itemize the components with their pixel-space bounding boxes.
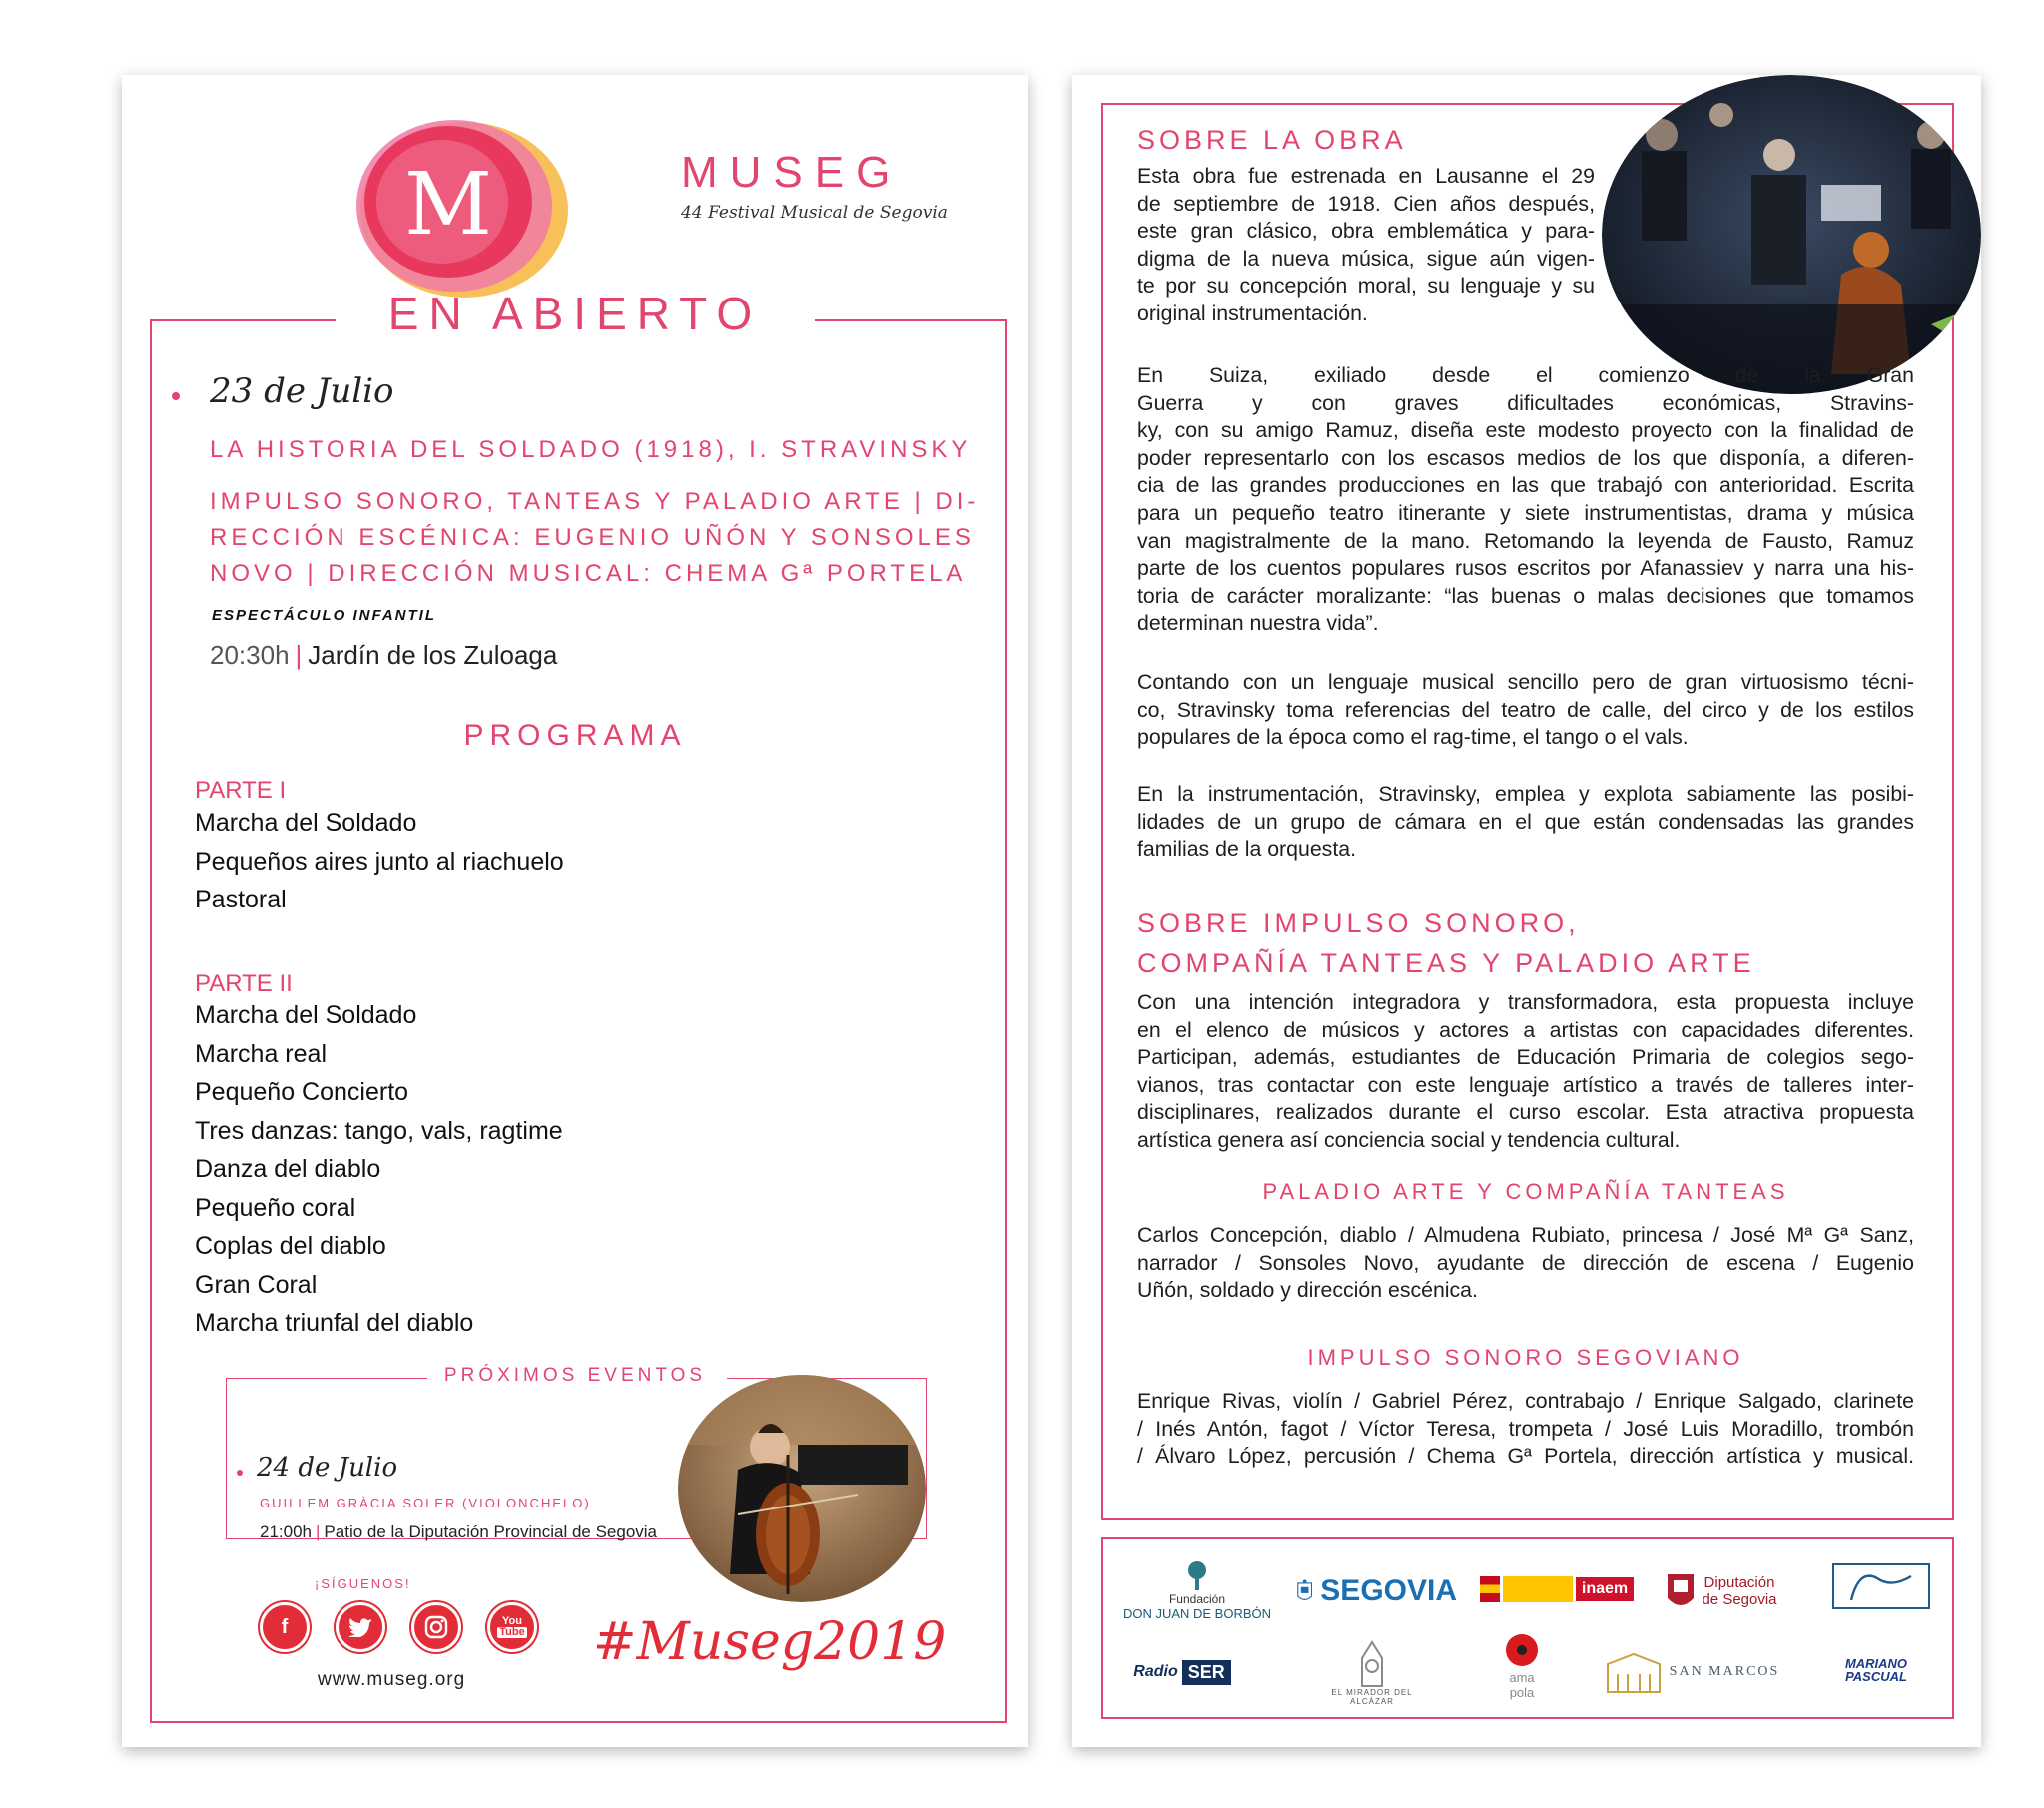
list-item: Pequeños aires junto al riachuelo bbox=[195, 847, 564, 876]
text-line: determinan nuestra vida”. bbox=[1137, 611, 1379, 636]
sobre-obra-p4 bbox=[1137, 781, 1914, 864]
sobre-impulso-p bbox=[1137, 989, 1914, 1155]
text-line: van magistralmente de la mano. Retomando la leyenda de Fausto, Ramuz bbox=[1137, 528, 1914, 553]
event-credits-2: RECCIÓN ESCÉNICA: EUGENIO UÑÓN Y SONSOLES bbox=[210, 524, 975, 551]
right-page bbox=[1072, 75, 1981, 1747]
poppy-icon bbox=[1502, 1630, 1542, 1670]
sobre-obra-p2 bbox=[1137, 362, 1914, 638]
list-item: Tres danzas: tango, vals, ragtime bbox=[195, 1116, 563, 1145]
event-credits-1: IMPULSO SONORO, TANTEAS Y PALADIO ARTE | DI- bbox=[210, 488, 980, 515]
text-line: en el elenco de músicos y actores a artistas con capacidades diferentes. bbox=[1137, 1017, 1914, 1042]
san-marcos-building-icon bbox=[1604, 1650, 1664, 1694]
list-item: Marcha triunfal del diablo bbox=[195, 1309, 474, 1337]
list-item: Marcha del Soldado bbox=[195, 809, 417, 837]
list-item: Gran Coral bbox=[195, 1270, 318, 1299]
text-line: disciplinares, realizados durante el curso escolar. Esta atractiva propuesta bbox=[1137, 1100, 1914, 1125]
event-time: 20:30h bbox=[210, 640, 290, 670]
text-line: digma de la nueva música, sigue aún vigen- bbox=[1137, 246, 1595, 271]
cadena-ser-logo: Radio SER bbox=[1122, 1652, 1242, 1692]
proximos-time-venue: 21:00h | Patio de la Diputación Provincial de Segovia bbox=[260, 1522, 658, 1541]
text-line: familias de la orquesta. bbox=[1137, 837, 1357, 862]
left-page bbox=[122, 75, 1028, 1747]
text-line: En Suiza, exiliado desde el comienzo de la Gran bbox=[1137, 363, 1914, 387]
text-line: / Álvaro López, percusión / Chema Gª Portela, dirección artística y musical. bbox=[1137, 1444, 1914, 1469]
musical-logo-icon bbox=[1831, 1560, 1931, 1616]
list-item: Pequeño coral bbox=[195, 1193, 356, 1222]
mirador-logo: EL MIRADOR DEL ALCÁZAR bbox=[1312, 1632, 1432, 1712]
text-line: Con una intención integradora y transformadora, esta propuesta incluye bbox=[1137, 990, 1914, 1014]
text-line: te por su concepción moral, su lenguaje y su bbox=[1137, 274, 1595, 299]
logo-subtitle: 44 Festival Musical de Segovia bbox=[681, 203, 948, 223]
parte-2-list bbox=[195, 996, 563, 1343]
proximos-bullet bbox=[237, 1470, 243, 1476]
text-line: poder representarlo con los escasos medios de los que disponía, a diferen- bbox=[1137, 445, 1914, 470]
list-item: Pastoral bbox=[195, 886, 287, 913]
text-line: Guerra y con graves dificultades económicas, Stravins- bbox=[1137, 390, 1914, 415]
text-line: Participan, además, estudiantes de Educación Primaria de colegios sego- bbox=[1137, 1045, 1914, 1070]
list-item: Marcha del Soldado bbox=[195, 1001, 417, 1029]
event-title: LA HISTORIA DEL SOLDADO (1918), I. STRAVINSKY bbox=[210, 436, 972, 463]
text-line: narrador / Sonsoles Novo, ayudante de dirección de escena / Eugenio bbox=[1137, 1250, 1914, 1275]
sobre-impulso-title-2: COMPAÑÍA TANTEAS Y PALADIO ARTE bbox=[1137, 948, 1755, 978]
text-line: Contando con un lenguaje musical sencillo pero de gran virtuosismo técni- bbox=[1137, 670, 1914, 694]
text-line: Carlos Concepción, diablo / Almudena Rubiato, princesa / José Mª Gª Sanz, bbox=[1137, 1223, 1914, 1247]
section-title: EN ABIERTO bbox=[387, 288, 763, 339]
programa-title: PROGRAMA bbox=[463, 719, 687, 752]
text-line: lidades de un grupo de cámara en el que están condensadas las grandes bbox=[1137, 809, 1914, 834]
impulso-segoviano-cast bbox=[1137, 1388, 1914, 1471]
museg-logo-icon bbox=[346, 110, 666, 309]
impulso-segoviano-title: IMPULSO SONORO SEGOVIANO bbox=[1307, 1345, 1744, 1370]
list-item: Marcha real bbox=[195, 1039, 327, 1068]
text-line: cia de las grandes producciones en las que trabajó con anterioridad. Escrita bbox=[1137, 473, 1914, 498]
diputacion-shield-icon bbox=[1666, 1570, 1696, 1612]
event-date: 23 de Julio bbox=[210, 371, 394, 411]
segovia-shield-icon bbox=[1297, 1560, 1312, 1622]
ministerio-inaem-logo: inaem bbox=[1472, 1567, 1642, 1611]
twitter-icon[interactable] bbox=[336, 1602, 385, 1652]
logo-name: MUSEG bbox=[681, 148, 903, 197]
text-line: populares de la época como el rag-time, el tango o el vals. bbox=[1137, 725, 1689, 750]
orchestra-photo bbox=[1602, 75, 1981, 394]
proximos-time: 21:00h bbox=[260, 1522, 312, 1541]
text-line: Enrique Rivas, violín / Gabriel Pérez, contrabajo / Enrique Salgado, clarinete bbox=[1137, 1389, 1914, 1413]
text-line: de septiembre de 1918. Cien años después, bbox=[1137, 191, 1595, 216]
text-line: co, Stravinsky toma referencias del teatro de calle, del circo y de los estilos bbox=[1137, 697, 1914, 722]
cellist-photo bbox=[678, 1375, 926, 1602]
svg-text:M: M bbox=[403, 155, 493, 255]
website-link[interactable]: www.museg.org bbox=[318, 1669, 466, 1690]
parte-2-label: PARTE II bbox=[195, 970, 293, 997]
text-line: ky, con su amigo Ramuz, diseña este modesto proyecto con la finalidad de bbox=[1137, 418, 1914, 443]
text-line: / Inés Antón, fagot / Víctor Teresa, trompeta / José Luis Moradillo, trombón bbox=[1137, 1416, 1914, 1441]
tree-icon bbox=[1182, 1560, 1212, 1592]
list-item: Coplas del diablo bbox=[195, 1232, 386, 1260]
sobre-impulso-title-1: SOBRE IMPULSO SONORO, bbox=[1137, 908, 1580, 938]
text-line: para un pequeño teatro itinerante y siete instrumentistas, drama y música bbox=[1137, 500, 1914, 525]
list-item: Danza del diablo bbox=[195, 1155, 381, 1183]
paladio-title: PALADIO ARTE Y COMPAÑÍA TANTEAS bbox=[1262, 1179, 1789, 1204]
proximos-title: PRÓXIMOS EVENTOS bbox=[443, 1365, 707, 1386]
segovia-logo: SEGOVIA bbox=[1297, 1554, 1457, 1628]
text-line: toria de carácter moralizante: “las buenas o malas decisiones que tomamos bbox=[1137, 583, 1914, 608]
san-marcos-logo: SAN MARCOS bbox=[1592, 1647, 1791, 1697]
youtube-icon[interactable]: You Tube bbox=[487, 1602, 537, 1652]
fundacion-logo: Fundación DON JUAN DE BORBÓN bbox=[1112, 1550, 1282, 1630]
sobre-obra-title: SOBRE LA OBRA bbox=[1137, 125, 1407, 155]
facebook-icon[interactable]: f bbox=[260, 1602, 310, 1652]
text-line: En la instrumentación, Stravinsky, emplea y explota sabiamente las posibi- bbox=[1137, 782, 1914, 806]
proximos-venue: Patio de la Diputación Provincial de Segovia bbox=[324, 1522, 658, 1541]
amapola-logo: ama pola bbox=[1487, 1617, 1557, 1712]
text-line: original instrumentación. bbox=[1137, 301, 1368, 325]
list-item: Pequeño Concierto bbox=[195, 1078, 409, 1106]
mirador-tower-icon bbox=[1352, 1638, 1392, 1688]
text-line: Uñón, soldado y dirección escénica. bbox=[1137, 1278, 1478, 1303]
siguenos-label: ¡SÍGUENOS! bbox=[315, 1576, 411, 1591]
event-venue: Jardín de los Zuloaga bbox=[308, 640, 558, 670]
text-line: Esta obra fue estrenada en Lausanne el 29 bbox=[1137, 164, 1595, 188]
event-bullet bbox=[172, 392, 180, 400]
diputacion-logo: Diputación de Segovia bbox=[1657, 1562, 1786, 1620]
parte-1-label: PARTE I bbox=[195, 777, 287, 804]
proximos-name: GUILLEM GRÀCIA SOLER (VIOLONCHELO) bbox=[260, 1496, 591, 1510]
sobre-obra-p3 bbox=[1137, 669, 1914, 752]
hashtag: #Museg2019 bbox=[593, 1612, 947, 1672]
event-time-venue: 20:30h | Jardín de los Zuloaga bbox=[210, 640, 558, 670]
paladio-cast bbox=[1137, 1222, 1914, 1305]
sobre-obra-p1 bbox=[1137, 163, 1595, 328]
mariano-pascual-logo: MARIANO PASCUAL bbox=[1844, 1656, 1908, 1684]
event-credits-3: NOVO | DIRECCIÓN MUSICAL: CHEMA Gª PORTELA bbox=[210, 560, 967, 587]
event-category: ESPECTÁCULO INFANTIL bbox=[212, 607, 437, 624]
text-line: artística genera así conciencia social y tendencia cultural. bbox=[1137, 1127, 1681, 1152]
text-line: vianos, tras contactar con este lenguaje artístico a través de talleres inter- bbox=[1137, 1072, 1914, 1097]
text-line: parte de los cuentos populares rusos escritos por Afanassiev y narra una his- bbox=[1137, 556, 1914, 581]
proximos-date: 24 de Julio bbox=[257, 1453, 398, 1483]
text-line: este gran clásico, obra emblemática y para- bbox=[1137, 219, 1595, 244]
instagram-icon[interactable] bbox=[411, 1602, 461, 1652]
parte-1-list bbox=[195, 804, 564, 919]
